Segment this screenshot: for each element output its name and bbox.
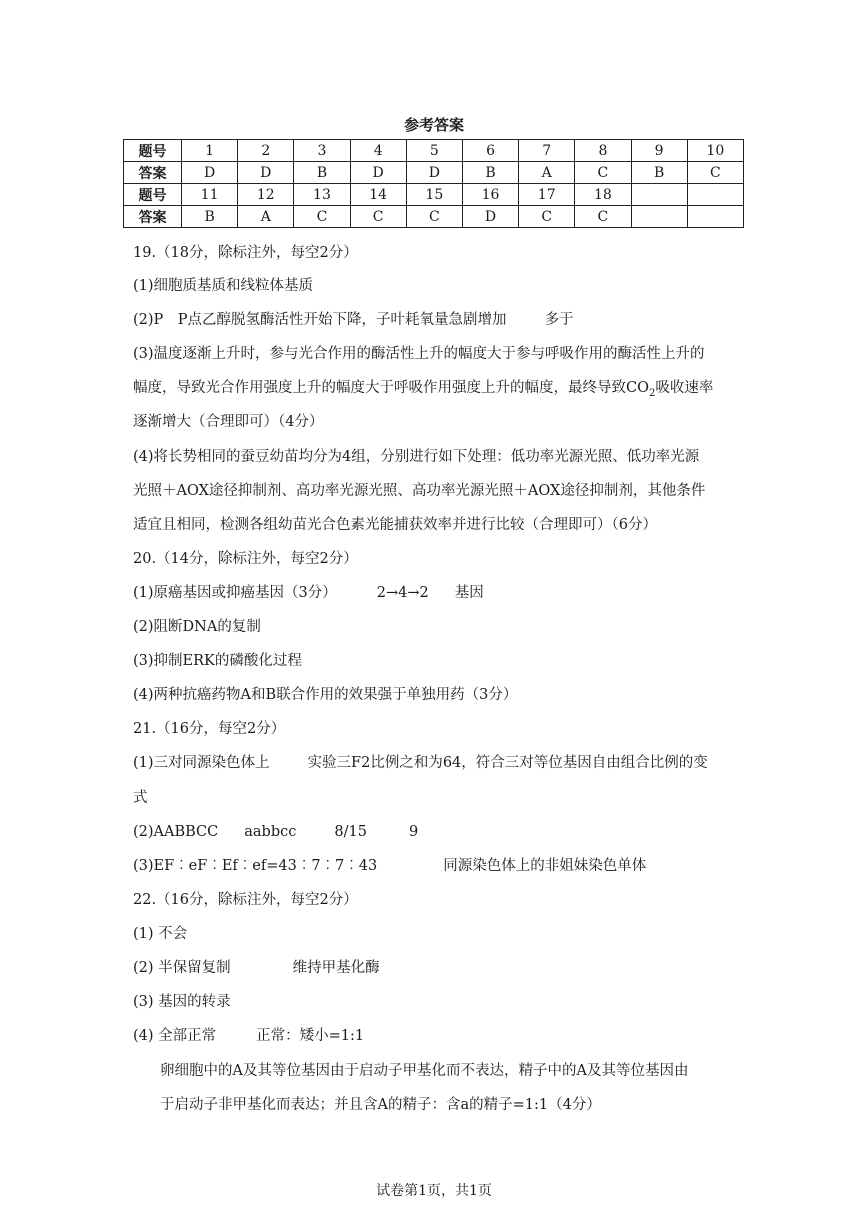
q19-answer-4-line2: 光照＋AOX途径抑制剂、高功率光源光照、高功率光源光照＋AOX途径抑制剂，其他条件 (133, 483, 706, 499)
q19-answer-3-line2 (133, 378, 713, 404)
table-row (124, 184, 744, 206)
table-cell: 5 (406, 140, 462, 162)
table-cell: A (238, 206, 294, 228)
table-cell: B (631, 162, 687, 184)
table-cell: C (350, 206, 406, 228)
q19-header: 19.（18分，除标注外，每空2分） (133, 245, 358, 261)
table-cell: 4 (350, 140, 406, 162)
table-cell: D (406, 162, 462, 184)
page-footer: 试卷第1页，共1页 (376, 1183, 492, 1199)
table-cell (631, 184, 687, 206)
co2-subscript: 2 (648, 387, 656, 399)
table-cell: D (238, 162, 294, 184)
q20-answer-4: (4)两种抗癌药物A和B联合作用的效果强于单独用药（3分） (133, 687, 518, 703)
table-cell: 15 (406, 184, 462, 206)
q22-answer-4-line2: 卵细胞中的A及其等位基因由于启动子甲基化而不表达，精子中的A及其等位基因由 (160, 1063, 689, 1079)
q19-answer-4-line3: 适宜且相同，检测各组幼苗光合色素光能捕获效率并进行比较（合理即可）（6分） (133, 517, 657, 533)
q22-answer-4a: (4) 全部正常 (133, 1028, 217, 1044)
q21-answer-2d: 9 (408, 824, 419, 840)
table-cell: D (462, 206, 518, 228)
q19-answer-2b: 多于 (544, 312, 574, 328)
table-cell: 13 (294, 184, 350, 206)
q21-answer-3b: 同源染色体上的非姐妹染色单体 (443, 858, 647, 874)
table-cell: 18 (575, 184, 631, 206)
q21-answer-2 (133, 822, 418, 842)
table-row (124, 140, 744, 162)
q20-answer-2: (2)阻断DNA的复制 (133, 619, 261, 635)
q20-answer-1a: (1)原癌基因或抑癌基因（3分） (133, 585, 337, 601)
q22-answer-4-line3: 于启动子非甲基化而表达；并且含A的精子：含a的精子=1:1（4分） (160, 1097, 601, 1113)
table-cell (631, 206, 687, 228)
q21-answer-3 (133, 856, 646, 876)
table-cell: 10 (687, 140, 743, 162)
table-cell: 2 (238, 140, 294, 162)
table-cell: 9 (631, 140, 687, 162)
q22-answer-3: (3) 基因的转录 (133, 994, 231, 1010)
table-row-header: 题号 (124, 184, 182, 206)
table-row-header: 答案 (124, 162, 182, 184)
table-cell: D (182, 162, 238, 184)
q19-answer-2a: (2)P P点乙醇脱氢酶活性开始下降，子叶耗氧量急剧增加 (133, 312, 507, 328)
table-cell: B (462, 162, 518, 184)
q21-answer-1a: (1)三对同源染色体上 (133, 755, 270, 771)
table-cell: 14 (350, 184, 406, 206)
q19-answer-3-line2b: 吸收速率 (655, 380, 714, 396)
table-cell: 8 (575, 140, 631, 162)
table-row-header: 题号 (124, 140, 182, 162)
q19-answer-4-line1: (4)将长势相同的蚕豆幼苗均分为4组，分别进行如下处理：低功率光源光照、低功率光源 (133, 449, 700, 465)
table-cell: 6 (462, 140, 518, 162)
table-cell: B (182, 206, 238, 228)
table-cell: C (575, 206, 631, 228)
q22-answer-2 (133, 958, 380, 978)
q22-answer-4 (133, 1026, 364, 1046)
table-cell: C (575, 162, 631, 184)
table-cell: B (294, 162, 350, 184)
table-cell: C (687, 162, 743, 184)
table-cell (687, 206, 743, 228)
q21-answer-1-cont: 式 (133, 790, 148, 806)
q22-answer-1: (1) 不会 (133, 926, 188, 942)
q20-answer-1b: 2→4→2 (376, 585, 429, 601)
q19-answer-3-line1: (3)温度逐渐上升时，参与光合作用的酶活性上升的幅度大于参与呼吸作用的酶活性上升的 (133, 346, 705, 362)
q22-answer-2a: (2) 半保留复制 (133, 960, 231, 976)
q21-answer-1b: 实验三F2比例之和为64，符合三对等位基因自由组合比例的变 (307, 755, 708, 771)
table-cell: 11 (182, 184, 238, 206)
table-row-header: 答案 (124, 206, 182, 228)
q19-answer-2 (133, 310, 574, 330)
q22-header: 22.（16分，除标注外，每空2分） (133, 892, 358, 908)
table-cell: C (519, 206, 575, 228)
table-cell: C (294, 206, 350, 228)
answer-table (123, 139, 744, 228)
q21-answer-3a: (3)EF︰eF︰Ef︰ef=43︰7︰7︰43 (133, 858, 378, 874)
q20-header: 20.（14分，除标注外，每空2分） (133, 551, 358, 567)
q20-answer-1c: 基因 (454, 585, 484, 601)
table-cell: 16 (462, 184, 518, 206)
q21-answer-2a: (2)AABBCC (133, 824, 219, 840)
q22-answer-4b: 正常：矮小=1:1 (256, 1028, 365, 1044)
table-cell: D (350, 162, 406, 184)
table-row (124, 206, 744, 228)
q20-answer-1 (133, 583, 484, 603)
table-cell: 12 (238, 184, 294, 206)
table-cell: A (519, 162, 575, 184)
table-row (124, 162, 744, 184)
q19-answer-3-line3: 逐渐增大（合理即可）（4分） (133, 414, 324, 430)
table-cell: 1 (182, 140, 238, 162)
q21-header: 21.（16分，每空2分） (133, 721, 286, 737)
q21-answer-1 (133, 753, 708, 773)
page-title: 参考答案 (403, 116, 464, 134)
q21-answer-2c: 8/15 (334, 824, 367, 840)
q20-answer-3: (3)抑制ERK的磷酸化过程 (133, 653, 302, 669)
table-cell: C (406, 206, 462, 228)
table-cell (687, 184, 743, 206)
q19-answer-1: (1)细胞质基质和线粒体基质 (133, 278, 314, 294)
table-cell: 3 (294, 140, 350, 162)
table-cell: 17 (519, 184, 575, 206)
q19-answer-3-line2a: 幅度，导致光合作用强度上升的幅度大于呼吸作用强度上升的幅度，最终导致CO (133, 380, 649, 396)
table-cell: 7 (519, 140, 575, 162)
q21-answer-2b: aabbcc (244, 824, 297, 840)
q22-answer-2b: 维持甲基化酶 (292, 960, 380, 976)
